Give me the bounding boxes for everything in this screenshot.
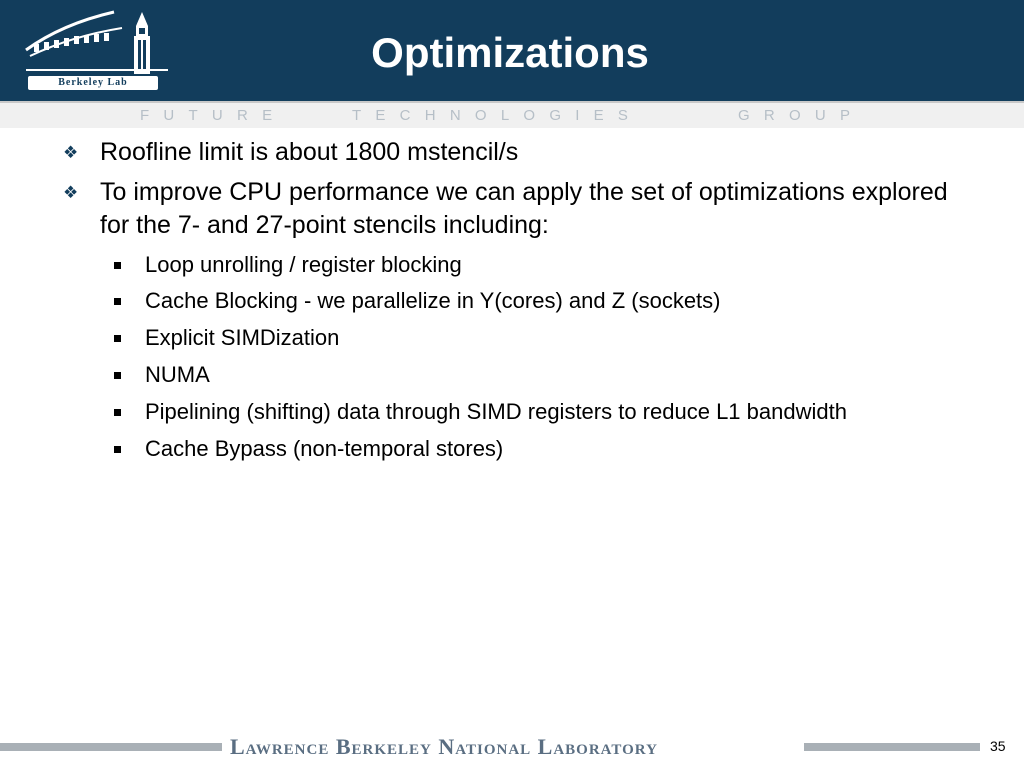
square-bullet-icon (114, 335, 121, 342)
square-bullet-icon (114, 409, 121, 416)
square-bullet-icon (114, 372, 121, 379)
page-number: 35 (990, 738, 1006, 754)
logo-text: Berkeley Lab (28, 76, 158, 90)
future-technologies-group-band (0, 101, 1024, 128)
sub-bullet-cache-bypass: Cache Bypass (non-temporal stores) (145, 436, 504, 461)
diamond-bullet-icon: ❖ (63, 143, 79, 162)
band-word-group: GROUP (738, 107, 865, 124)
slide-title: Optimizations (371, 29, 649, 76)
footer-rule-right (804, 743, 980, 751)
sub-bullet-numa: NUMA (145, 362, 210, 387)
sub-bullet-cache-blocking: Cache Blocking - we parallelize in Y(cores) and Z (sockets) (145, 288, 721, 313)
sub-bullet-simdization: Explicit SIMDization (145, 325, 340, 350)
band-word-technologies: TECHNOLOGIES (352, 107, 643, 124)
diamond-bullet-icon: ❖ (63, 183, 79, 202)
footer-lab-name: Lawrence Berkeley National Laboratory (230, 734, 658, 759)
bullet-improve-cpu: To improve CPU performance we can apply the set of optimizations explored for the 7- and 27-point stencils including: (100, 178, 948, 239)
band-word-future: FUTURE (140, 107, 287, 124)
berkeley-lab-logo (22, 6, 170, 98)
sub-bullet-pipelining: Pipelining (shifting) data through SIMD registers to reduce L1 bandwidth (145, 399, 847, 424)
square-bullet-icon (114, 446, 121, 453)
footer-rule-left (0, 743, 222, 751)
bullet-roofline-limit: Roofline limit is about 1800 mstencil/s (100, 138, 519, 166)
square-bullet-icon (114, 262, 121, 269)
square-bullet-icon (114, 298, 121, 305)
sub-bullet-loop-unrolling: Loop unrolling / register blocking (145, 252, 462, 277)
slide-header (0, 0, 1024, 101)
